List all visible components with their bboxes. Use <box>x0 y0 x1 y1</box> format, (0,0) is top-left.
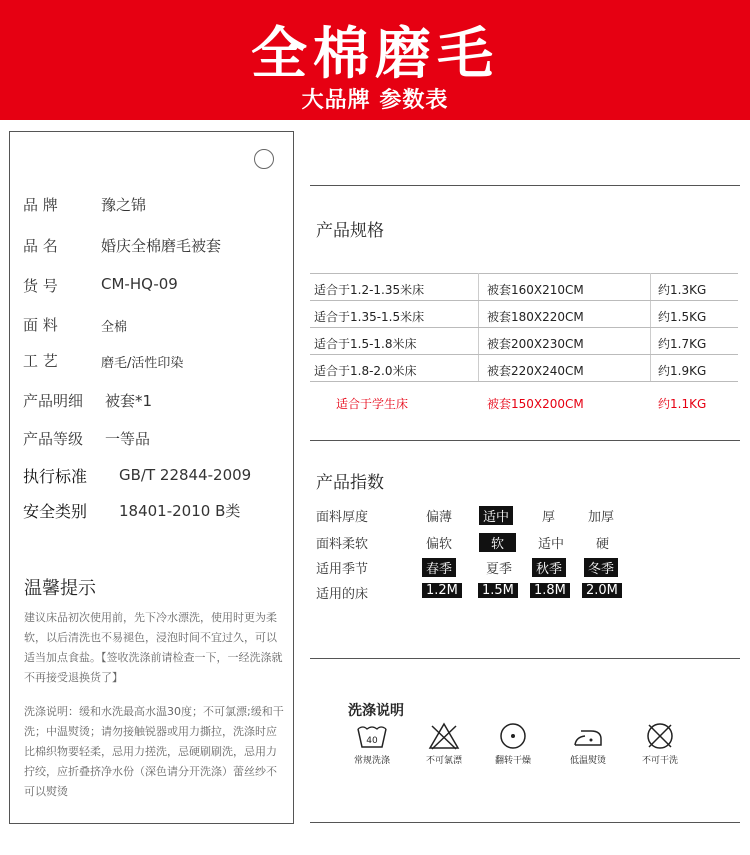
index-row-thickness <box>316 504 736 524</box>
spec-size: 被套180X220CM <box>487 310 584 324</box>
prop-key: 品 牌 <box>23 196 58 214</box>
index-option-selected: 1.5M <box>478 583 518 598</box>
tips-title: 温馨提示 <box>24 578 96 599</box>
index-title: 产品指数 <box>316 473 384 493</box>
prop-key: 安全类别 <box>23 502 88 521</box>
index-option: 夏季 <box>486 562 513 577</box>
index-row-season <box>316 556 736 576</box>
wash-item-normal <box>337 722 407 766</box>
wash-tub-icon <box>355 722 389 750</box>
spec-weight: 约1.3KG <box>658 283 707 297</box>
spec-weight: 约1.5KG <box>658 310 707 324</box>
spec-size: 被套150X200CM <box>487 397 584 411</box>
index-row-softness <box>316 531 736 551</box>
prop-value: 被套*1 <box>105 392 153 410</box>
spec-size: 被套160X210CM <box>487 283 584 297</box>
index-row-bed <box>316 581 736 601</box>
wash-item-no-dryclean <box>625 722 695 766</box>
wash-item-iron <box>553 722 623 766</box>
spec-fit: 适合于1.5-1.8米床 <box>314 337 417 351</box>
spec-fit: 适合于1.8-2.0米床 <box>314 364 417 378</box>
spec-size: 被套200X230CM <box>487 337 584 351</box>
divider <box>310 822 740 823</box>
table-line <box>310 381 738 382</box>
prop-value: 婚庆全棉磨毛被套 <box>101 237 222 255</box>
index-option-selected: 软 <box>479 533 516 552</box>
index-option: 适中 <box>538 537 565 552</box>
wash-temp: 40 <box>366 736 378 746</box>
prop-value: 豫之锦 <box>101 196 147 214</box>
prop-key: 产品等级 <box>23 430 84 448</box>
prop-value: CM-HQ-09 <box>101 275 178 293</box>
spec-size: 被套220X240CM <box>487 364 584 378</box>
index-label: 面料厚度 <box>316 510 369 525</box>
prop-value: 一等品 <box>105 430 151 448</box>
prop-key: 工 艺 <box>23 352 58 370</box>
prop-key: 面 料 <box>23 316 58 334</box>
table-row <box>310 273 738 300</box>
divider <box>310 440 740 441</box>
wash-label: 常规洗涤 <box>353 756 390 766</box>
wash-label: 不可氯漂 <box>425 756 462 766</box>
divider <box>310 185 740 186</box>
no-dryclean-icon <box>643 722 677 750</box>
prop-value: 全棉 <box>101 320 128 335</box>
wash-title: 洗涤说明 <box>348 703 404 719</box>
tips-paragraph: 建议床品初次使用前，先下冷水漂洗，使用时更为柔软，以后清洗也不易褪色，浸泡时间不宜过久，可以适当加点食盐。【签收洗涤前请检查一下，一经洗涤就不再接受退换货了】 <box>24 611 283 684</box>
spec-weight: 约1.9KG <box>658 364 707 378</box>
index-option: 硬 <box>596 537 610 552</box>
no-bleach-icon <box>427 722 461 750</box>
index-option: 偏薄 <box>426 510 453 525</box>
index-label: 面料柔软 <box>316 537 369 552</box>
prop-value: 18401-2010 B类 <box>119 502 241 520</box>
wash-item-no-bleach <box>409 722 479 766</box>
index-option-selected: 冬季 <box>584 558 618 577</box>
wash-label: 翻转干燥 <box>494 756 531 766</box>
prop-value: 磨毛/活性印染 <box>101 356 184 371</box>
spec-fit: 适合于1.2-1.35米床 <box>314 283 425 297</box>
banner-title: 全棉磨毛 <box>251 22 499 87</box>
index-option-selected: 秋季 <box>532 558 566 577</box>
prop-key: 执行标准 <box>23 467 88 486</box>
circle-icon <box>254 149 274 169</box>
index-option-selected: 春季 <box>422 558 456 577</box>
prop-key: 产品明细 <box>23 392 84 410</box>
index-label: 适用季节 <box>316 562 369 577</box>
wash-label: 不可干洗 <box>641 756 678 766</box>
index-option-selected: 1.2M <box>422 583 462 598</box>
divider <box>310 658 740 659</box>
prop-key: 品 名 <box>23 237 58 255</box>
header-banner <box>0 0 750 120</box>
prop-value: GB/T 22844-2009 <box>119 466 252 484</box>
table-row-highlight <box>310 387 738 414</box>
index-option: 厚 <box>542 510 556 525</box>
index-label: 适用的床 <box>316 587 369 602</box>
prop-key: 货 号 <box>23 277 58 295</box>
index-option-selected: 2.0M <box>582 583 622 598</box>
spec-fit: 适合于1.35-1.5米床 <box>314 310 425 324</box>
wash-item-tumble <box>478 722 548 766</box>
specs-title: 产品规格 <box>316 221 384 241</box>
index-option: 加厚 <box>588 510 615 525</box>
index-option-selected: 1.8M <box>530 583 570 598</box>
iron-low-icon <box>571 722 605 750</box>
spec-fit: 适合于学生床 <box>336 397 409 411</box>
index-option-selected: 适中 <box>479 506 513 525</box>
index-option: 偏软 <box>426 537 453 552</box>
spec-weight: 约1.7KG <box>658 337 707 351</box>
wash-notes-paragraph: 洗涤说明：缓和水洗最高水温30度；不可氯漂;缓和干洗；中温熨烫；请勿接触锐器或用力撕拉，洗涤时应比棉织物要轻柔，忌用力搓洗，忌硬刷刷洗，忌用力拧绞，应折叠挤净水份（深色请分开洗涤）蕾丝纱不可以熨烫 <box>24 705 284 798</box>
table-row <box>310 354 738 381</box>
wash-label: 低温熨烫 <box>569 756 606 766</box>
spec-weight: 约1.1KG <box>658 397 707 411</box>
table-row <box>310 300 738 327</box>
tumble-dry-icon <box>496 722 530 750</box>
table-row <box>310 327 738 354</box>
banner-subtitle: 大品牌 参数表 <box>301 88 449 113</box>
product-info-card <box>9 131 294 824</box>
